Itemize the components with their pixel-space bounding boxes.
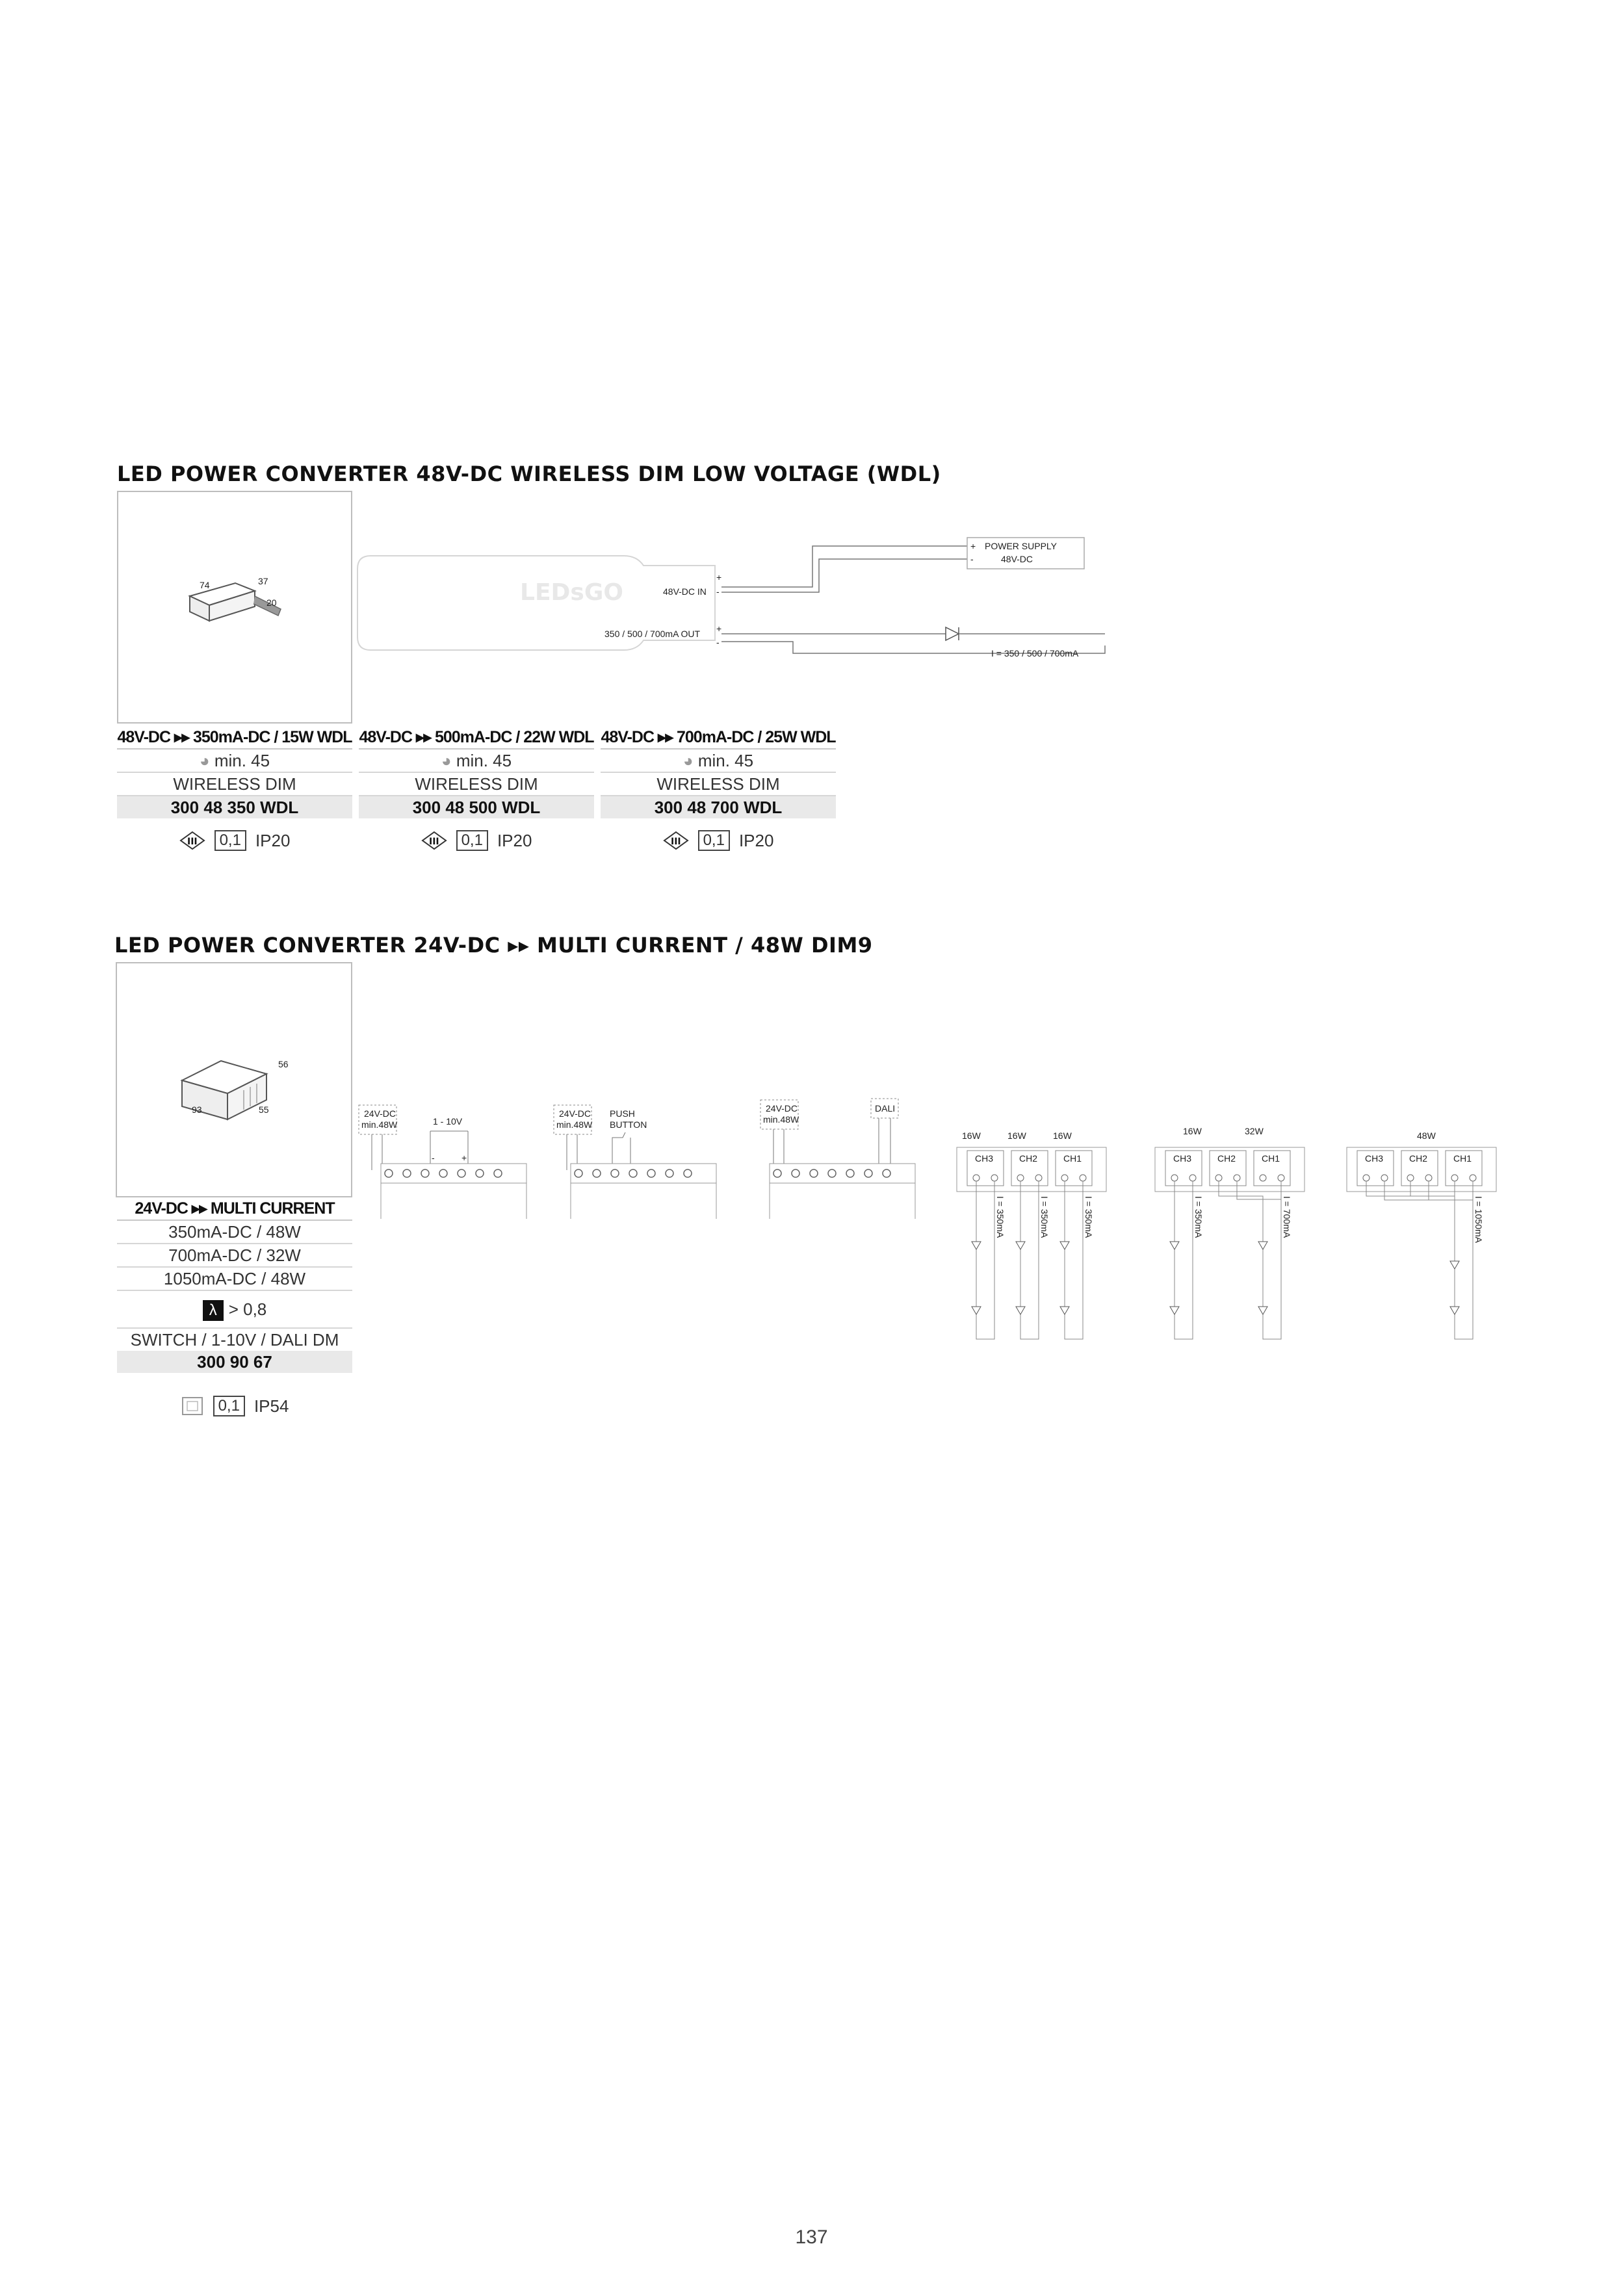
lambda-icon: λ [203, 1300, 224, 1321]
min-rating: ◕ min. 45 [601, 750, 836, 773]
svg-text:-: - [970, 554, 974, 564]
class-ii-icon [181, 1396, 204, 1416]
power-supply-label: POWER SUPPLY [985, 541, 1057, 551]
svg-text:min.48W: min.48W [361, 1119, 398, 1130]
ip-rating: IP54 [253, 1396, 289, 1416]
dim-width: 37 [258, 576, 268, 586]
channel-current: I = 350mA [1193, 1196, 1204, 1238]
svg-text:-: - [716, 586, 720, 597]
dim-length: 74 [200, 580, 210, 590]
dim-height: 56 [278, 1059, 289, 1069]
spec-column-500 [359, 726, 594, 818]
wiring-diagram-dali [747, 1092, 923, 1229]
class-icons-row [117, 1394, 352, 1418]
svg-text:24V-DC: 24V-DC [364, 1108, 396, 1119]
channel-current: I = 1050mA [1474, 1196, 1484, 1243]
channel-diagram-3x16w [955, 1105, 1111, 1352]
column-heading: 48V-DC ▸▸ 350mA-DC / 15W WDL [117, 726, 352, 750]
factor-box: 0,1 [213, 1396, 245, 1416]
control-type: SWITCH / 1-10V / DALI DM [130, 1330, 339, 1350]
channel-watt: 16W [962, 1130, 981, 1141]
class-icons-row [359, 829, 594, 852]
product-photo-dim9 [116, 962, 352, 1197]
svg-text:CH3: CH3 [1365, 1153, 1384, 1164]
wiring-diagram-push-button [552, 1099, 728, 1229]
min-rating: ◕ min. 45 [117, 750, 352, 773]
output-label: 350 / 500 / 700mA OUT [604, 629, 701, 639]
input-label: 48V-DC IN [663, 586, 707, 597]
channel-current: I = 700mA [1282, 1196, 1292, 1238]
class-icons-row [601, 829, 836, 852]
dim-type: WIRELESS DIM [359, 773, 594, 796]
channel-watt: 16W [1183, 1126, 1202, 1136]
wdl-device-illustration [118, 492, 351, 722]
channel-watt: 16W [1053, 1130, 1072, 1141]
channel-watt: 16W [1007, 1130, 1026, 1141]
svg-text:min.48W: min.48W [763, 1114, 799, 1125]
channel-current: I = 350mA [1039, 1196, 1050, 1238]
current-option: 700mA-DC / 32W [117, 1244, 352, 1268]
product-code: 300 48 500 WDL [359, 796, 594, 818]
svg-text:24V-DC: 24V-DC [559, 1108, 591, 1119]
led-symbol [946, 627, 1105, 640]
channel-current: I = 350mA [995, 1196, 1006, 1238]
push-label: PUSH [610, 1108, 635, 1119]
channel-diagram-48w [1345, 1105, 1501, 1352]
product-code: 300 48 350 WDL [117, 796, 352, 818]
svg-text:CH3: CH3 [1173, 1153, 1192, 1164]
section1-title: LED POWER CONVERTER 48V-DC WIRELESS DIM LOW VOLTAGE (WDL) [117, 462, 941, 486]
button-label: BUTTON [610, 1119, 647, 1130]
class-icons-row [117, 829, 352, 852]
dim-length: 93 [192, 1104, 202, 1115]
svg-text:III: III [428, 837, 439, 847]
dim-type: WIRELESS DIM [117, 773, 352, 796]
channel-diagram-16w-32w [1154, 1105, 1310, 1352]
column-heading: 24V-DC ▸▸ MULTI CURRENT [117, 1197, 352, 1221]
section2-title: LED POWER CONVERTER 24V-DC ▸▸ MULTI CURRENT / 48W DIM9 [114, 933, 873, 958]
spec-column-multi-current [117, 1197, 352, 1373]
channel-current: I = 350mA [1084, 1196, 1094, 1238]
current-option: 1050mA-DC / 48W [117, 1268, 352, 1291]
ip-rating: IP20 [255, 830, 291, 850]
page-number: 137 [795, 2226, 828, 2248]
spec-column-350 [117, 726, 352, 818]
svg-text:24V-DC: 24V-DC [766, 1103, 798, 1114]
min-rating: ◕ min. 45 [359, 750, 594, 773]
channel-watt: 32W [1245, 1126, 1264, 1136]
brand-logo: LEDsGO [520, 579, 623, 606]
svg-text:CH1: CH1 [1063, 1153, 1082, 1164]
svg-text:+: + [461, 1153, 467, 1163]
factor-box: 0,1 [214, 830, 246, 851]
svg-text:CH1: CH1 [1262, 1153, 1280, 1164]
power-supply-voltage: 48V-DC [1001, 554, 1033, 564]
factor-box: 0,1 [456, 830, 488, 851]
class-iii-icon [421, 831, 447, 850]
product-code: 300 90 67 [117, 1351, 352, 1373]
column-heading: 48V-DC ▸▸ 700mA-DC / 25W WDL [601, 726, 836, 750]
dim-height: 20 [266, 597, 277, 608]
svg-text:CH2: CH2 [1019, 1153, 1038, 1164]
wiring-diagram-1-10v [357, 1099, 533, 1229]
output-current-label: I = 350 / 500 / 700mA [991, 648, 1079, 659]
svg-text:CH3: CH3 [975, 1153, 994, 1164]
spec-column-700 [601, 726, 836, 818]
product-code: 300 48 700 WDL [601, 796, 836, 818]
svg-text:+: + [716, 572, 722, 582]
svg-text:-: - [432, 1153, 435, 1163]
svg-text:CH2: CH2 [1217, 1153, 1236, 1164]
class-iii-icon [663, 831, 689, 850]
dim-type: WIRELESS DIM [601, 773, 836, 796]
factor-box: 0,1 [698, 830, 730, 851]
current-option: 350mA-DC / 48W [117, 1221, 352, 1244]
svg-text:-: - [716, 637, 720, 647]
svg-text:CH2: CH2 [1409, 1153, 1428, 1164]
class-iii-icon [179, 831, 205, 850]
channel-watt: 48W [1417, 1130, 1436, 1141]
svg-text:+: + [970, 541, 976, 551]
dim9-device-illustration [117, 963, 351, 1196]
svg-text:III: III [670, 837, 681, 847]
dim-width: 55 [259, 1104, 269, 1115]
product-photo-wdl [117, 491, 352, 724]
dali-label: DALI [875, 1103, 896, 1114]
column-heading: 48V-DC ▸▸ 500mA-DC / 22W WDL [359, 726, 594, 750]
dim-input-label: 1 - 10V [433, 1116, 463, 1127]
svg-text:min.48W: min.48W [556, 1119, 593, 1130]
ip-rating: IP20 [738, 830, 774, 850]
svg-text:+: + [716, 623, 722, 634]
ip-rating: IP20 [497, 830, 532, 850]
svg-text:CH1: CH1 [1453, 1153, 1472, 1164]
power-factor-row: λ > 0,8 [117, 1291, 352, 1329]
wdl-wiring-diagram [351, 530, 1118, 666]
svg-text:III: III [187, 837, 198, 847]
